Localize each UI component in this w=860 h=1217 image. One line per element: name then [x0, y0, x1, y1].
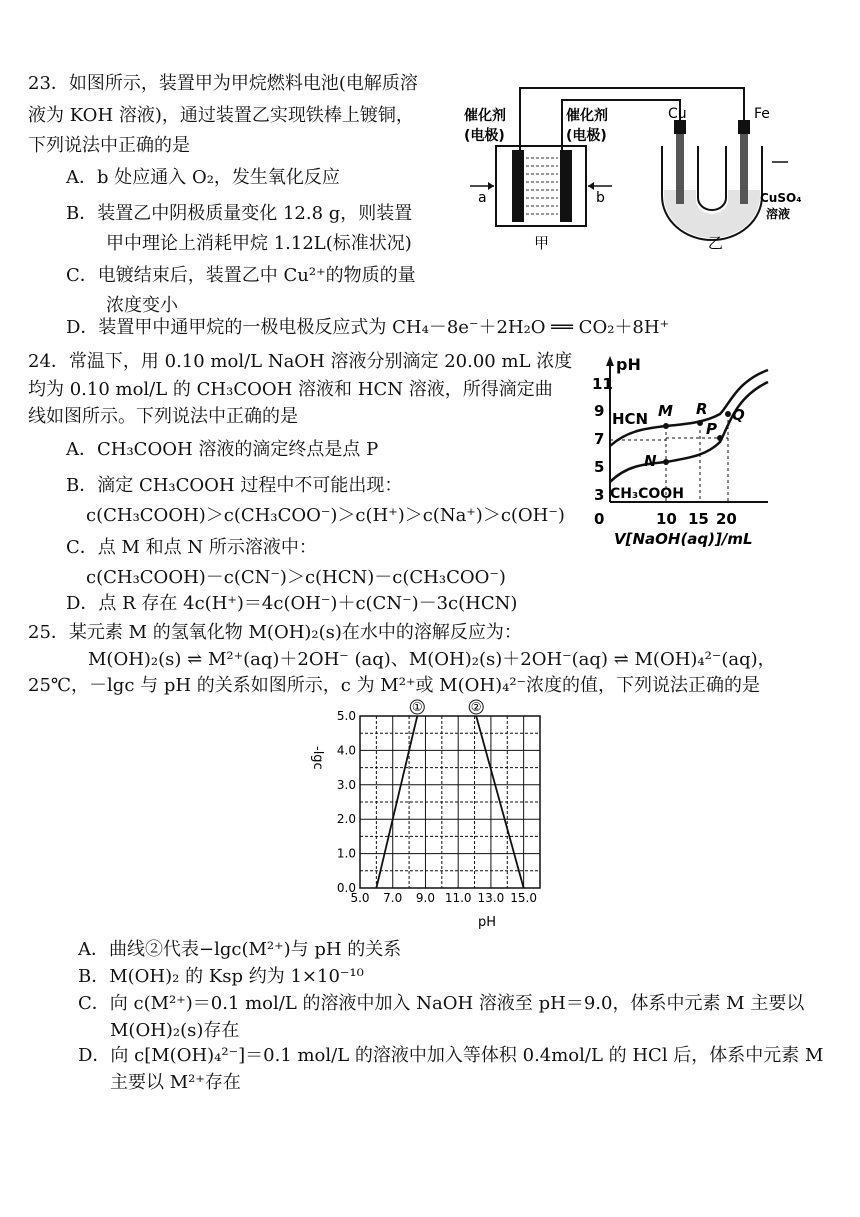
q24-stem-line2: 均为 0.10 mol/L 的 CH₃COOH 溶液和 HCN 溶液，所得滴定曲	[28, 379, 553, 400]
device-jia-label: 甲	[534, 234, 550, 252]
cuso4-label: CuSO₄	[760, 191, 802, 205]
q23-stem-line1: 23．如图所示，装置甲为甲烷燃料电池(电解质溶	[28, 73, 418, 94]
q25-stem-line3: 25℃，－lgc 与 pH 的关系如图所示，c 为 M²⁺或 M(OH)₄²⁻浓度的值，下列说法正确的是	[28, 675, 761, 696]
y-tick-label: 4.0	[336, 743, 356, 758]
point-q	[725, 411, 731, 417]
q23-option-b-line1[interactable]: B．装置乙中阴极质量变化 12.8 g，则装置	[66, 203, 413, 224]
svg-text:R: R	[696, 400, 708, 418]
x-tick-label: 15.0	[510, 891, 537, 905]
cu-label: Cu	[668, 106, 687, 122]
q23-option-d[interactable]: D．装置甲中通甲烷的一极电极反应式为 CH₄－8e⁻＋2H₂O ══ CO₂＋8H⁺	[66, 317, 670, 338]
q23-option-b-line2: 甲中理论上消耗甲烷 1.12L(标准状况)	[106, 233, 412, 254]
fe-label: Fe	[754, 106, 770, 122]
point-r	[697, 420, 703, 426]
electrode-label-right: (电极)	[566, 128, 607, 144]
q24-option-a[interactable]: A．CH₃COOH 溶液的滴定终点是点 P	[66, 439, 379, 460]
q24-option-b-line2: c(CH₃COOH)＞c(CH₃COO⁻)＞c(H⁺)＞c(Na⁺)＞c(OH⁻)	[86, 505, 565, 526]
q25-option-c-line1[interactable]: C．向 c(M²⁺)＝0.1 mol/L 的溶液中加入 NaOH 溶液至 pH＝9.0，体系中元素 M 主要以	[78, 993, 805, 1014]
y-tick-label: 1.0	[336, 846, 356, 861]
q23-stem-line3: 下列说法中正确的是	[28, 135, 190, 156]
svg-text:15: 15	[688, 510, 709, 528]
x-tick-label: 11.0	[444, 891, 472, 905]
svg-text:P: P	[706, 420, 717, 438]
svg-text:20: 20	[716, 510, 737, 528]
q24-option-c-line2: c(CH₃COOH)－c(CN⁻)＞c(HCN)－c(CH₃COO⁻)	[86, 567, 506, 588]
u-tube-inner	[698, 146, 726, 210]
svg-text:9: 9	[594, 402, 605, 420]
x-tick-label: 9.0	[415, 891, 436, 905]
catalyst-label-left: 催化剂	[464, 108, 506, 124]
y-axis-label: -lgc	[310, 746, 325, 770]
hcn-label: HCN	[612, 410, 649, 428]
solution-label: 溶液	[766, 207, 791, 221]
q25-stem-line2: M(OH)₂(s) ⇌ M²⁺(aq)＋2OH⁻ (aq)、M(OH)₂(s)＋2OH⁻(aq) ⇌ M(OH)₄²⁻(aq)，	[88, 649, 776, 670]
y-tick-label: 5.0	[336, 709, 356, 723]
q24-titration-figure	[588, 352, 820, 548]
left-electrode	[512, 150, 524, 222]
x-axis-label: V[NaOH(aq)]/mL	[614, 530, 753, 548]
y-tick-label: 0.0	[336, 881, 356, 895]
svg-text:M: M	[658, 402, 673, 420]
q24-stem-line3: 线如图所示。下列说法中正确的是	[28, 406, 298, 427]
series-label-1: ①	[411, 700, 423, 714]
svg-text:Q: Q	[732, 406, 745, 424]
y-tick-label: 3.0	[336, 777, 356, 792]
svg-text:10: 10	[656, 510, 677, 528]
svg-text:3: 3	[594, 486, 605, 504]
x-tick-label: 7.0	[383, 891, 403, 905]
q24-option-b-line1[interactable]: B．滴定 CH₃COOH 过程中不可能出现：	[66, 475, 403, 496]
svg-text:N: N	[644, 452, 657, 470]
q24-option-c-line1[interactable]: C．点 M 和点 N 所示溶液中：	[66, 537, 317, 558]
point-p	[717, 435, 723, 441]
q25-option-d-line1[interactable]: D．向 c[M(OH)₄²⁻]＝0.1 mol/L 的溶液中加入等体积 0.4mol/L 的 HCl 后，体系中元素 M	[78, 1045, 824, 1066]
q25-chart	[300, 694, 560, 934]
series-label-2: ②	[470, 700, 482, 714]
svg-text:11: 11	[592, 375, 613, 393]
x-tick-label: 13.0	[477, 891, 505, 905]
q23-option-c-line1[interactable]: C．电镀结束后，装置乙中 Cu²⁺的物质的量	[66, 265, 416, 286]
q25-option-b[interactable]: B．M(OH)₂ 的 Ksp 约为 1×10⁻¹⁰	[78, 966, 364, 987]
electrode-label-left: (电极)	[464, 128, 505, 144]
svg-text:5: 5	[594, 458, 605, 476]
q23-option-c-line2: 浓度变小	[106, 295, 178, 316]
q24-stem-line1: 24．常温下，用 0.10 mol/L NaOH 溶液分别滴定 20.00 mL 浓度	[28, 351, 573, 372]
cu-rod	[676, 134, 684, 204]
y-tick-label: 2.0	[336, 812, 356, 827]
q23-stem-line2: 液为 KOH 溶液)，通过装置乙实现铁棒上镀铜，	[28, 105, 414, 126]
q23-option-a[interactable]: A．b 处应通入 O₂，发生氧化反应	[66, 167, 340, 188]
device-yi-label: 乙	[708, 234, 724, 252]
q25-stem-line1: 25．某元素 M 的氢氧化物 M(OH)₂(s)在水中的溶解反应为：	[28, 622, 522, 643]
inlet-a-label: a	[478, 190, 487, 206]
point-n	[663, 459, 669, 465]
point-m	[663, 423, 669, 429]
q25-option-a[interactable]: A．曲线②代表−lgc(M²⁺)与 pH 的关系	[78, 939, 402, 960]
q25-option-d-line2: 主要以 M²⁺存在	[110, 1072, 241, 1093]
y-axis-label: pH	[616, 355, 641, 374]
q23-apparatus-figure	[462, 86, 842, 258]
inlet-b-label: b	[596, 190, 605, 206]
right-electrode	[560, 150, 572, 222]
fe-rod	[740, 134, 748, 204]
x-axis-label: pH	[478, 915, 497, 930]
svg-text:7: 7	[594, 430, 605, 448]
x-tick-label: 5.0	[350, 891, 370, 905]
ch3cooh-label: CH₃COOH	[610, 486, 684, 502]
q25-option-c-line2: M(OH)₂(s)存在	[110, 1020, 240, 1041]
svg-text:0: 0	[594, 510, 605, 528]
q24-option-d[interactable]: D．点 R 存在 4c(H⁺)＝4c(OH⁻)＋c(CN⁻)－3c(HCN)	[66, 593, 518, 614]
catalyst-label-right: 催化剂	[566, 108, 608, 124]
